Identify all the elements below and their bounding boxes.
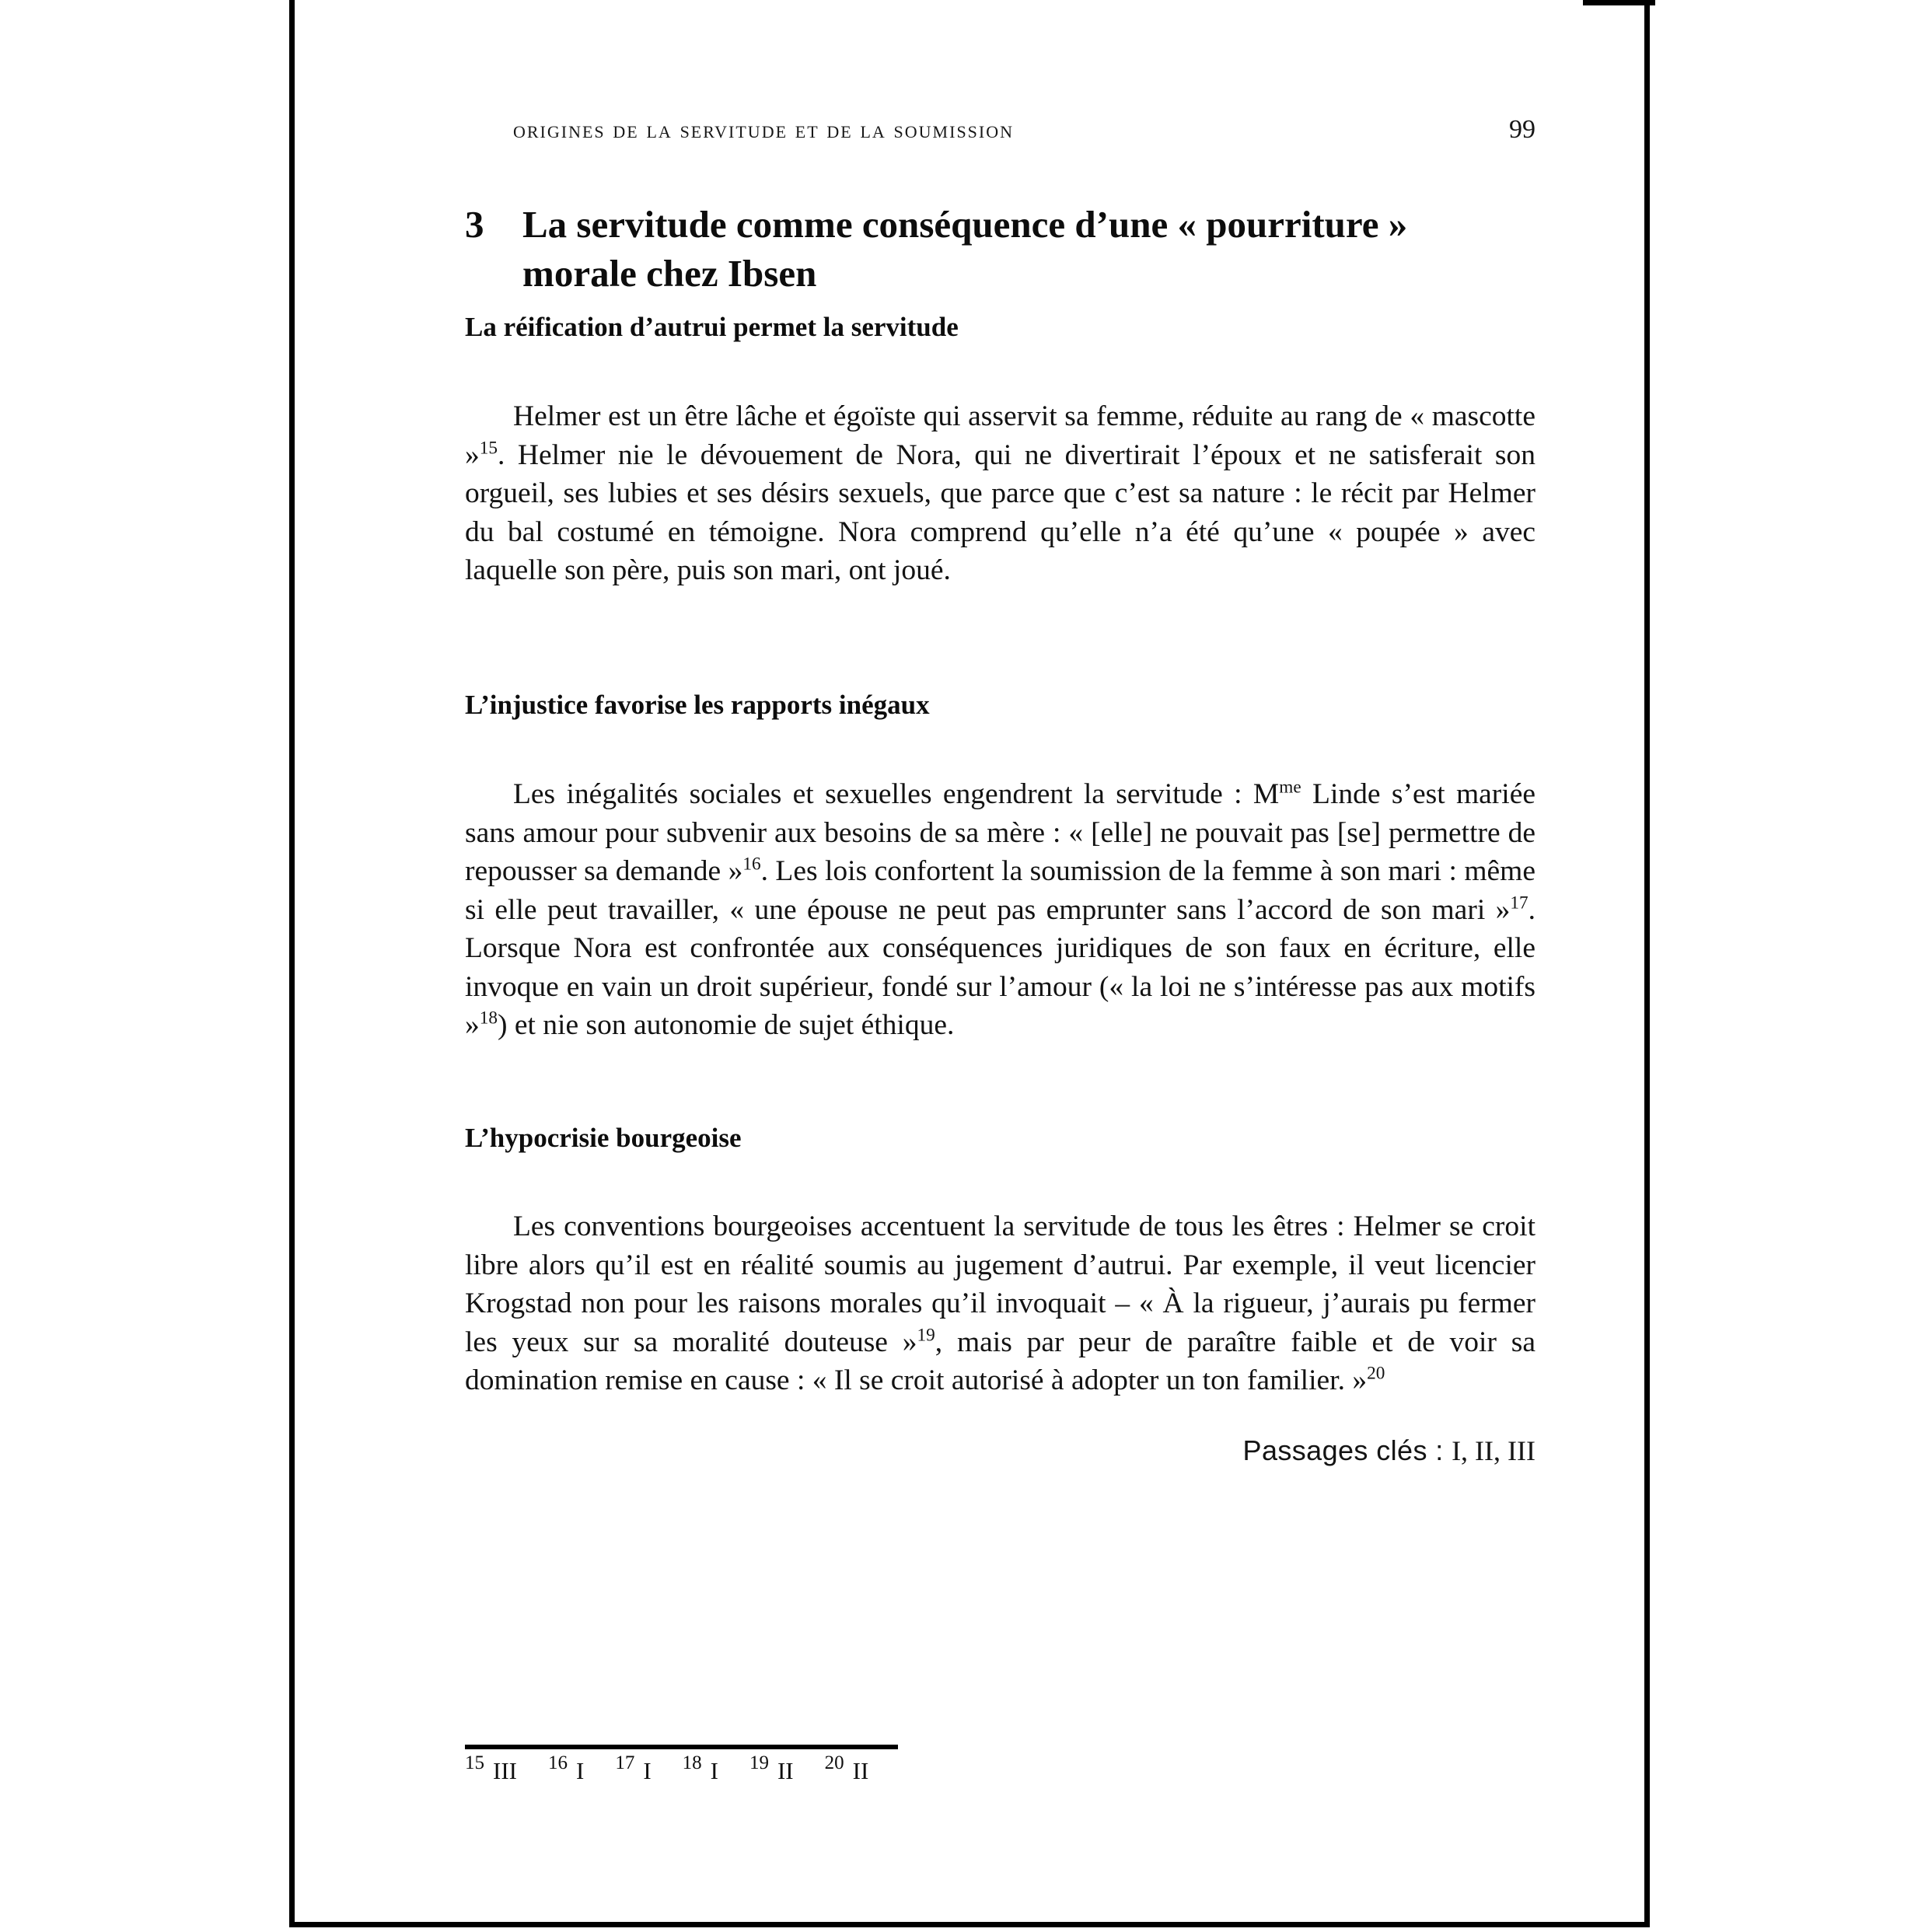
- section-number: 3: [465, 203, 484, 246]
- passages-cles-line-wrap: [465, 1434, 1535, 1467]
- footnote-item[interactable]: [615, 1752, 652, 1785]
- passages-cles-line: [465, 1434, 1535, 1467]
- footnote-ref-18[interactable]: 18: [479, 1008, 498, 1029]
- footnote-item[interactable]: [465, 1752, 517, 1785]
- paragraph-1: [465, 397, 1535, 590]
- passages-cles-label: Passages clés :: [1242, 1434, 1452, 1466]
- footnote-zone: [465, 1745, 1535, 1785]
- paragraph-3-part-a: Les conventions bourgeoises accentuent la servitude de tous les êtres : Helmer se croit libre alors qu’il est en réalité soumis au jugement d’autrui. Par exemple, il veut licencier Krogstad non pour les raisons morales qu’il invoquait – « À la rigueur, j’aurais pu fermer les yeux sur sa moralité douteuse »: [465, 1211, 1535, 1358]
- footnote-text: I: [643, 1757, 652, 1784]
- paragraph-2-part-e: ) et nie son autonomie de sujet éthique.: [498, 1009, 955, 1041]
- paragraph-2-part-b: Linde s’est mariée sans amour pour subvenir aux besoins de sa mère : « [elle] ne pouvait pas [se] permettre de repousser sa demande »: [465, 778, 1535, 887]
- footnote-number: 19: [749, 1752, 769, 1773]
- subsection-2: [465, 689, 1535, 721]
- footnote-list: [465, 1752, 1535, 1785]
- subsection-3-body: [465, 1207, 1535, 1400]
- running-head-title: origines de la servitude et de la soumission: [513, 116, 1015, 143]
- footnote-ref-20[interactable]: 20: [1367, 1363, 1385, 1384]
- paragraph-1-part-b: . Helmer nie le dévouement de Nora, qui ne divertirait l’époux et ne satisferait son orgueil, ses lubies et ses désirs sexuels, que parce que c’est sa nature : le récit par Helmer du bal costumé en témoigne. Nora comprend qu’elle n’a été qu’une « poupée » avec laquelle son père, puis son mari, ont joué.: [465, 438, 1535, 586]
- page-frame-top-rule: [1583, 0, 1655, 5]
- section-title-text: La servitude comme conséquence d’une « pourriture » morale chez Ibsen: [522, 203, 1408, 295]
- subsection-1: [465, 311, 1535, 344]
- paragraph-3: [465, 1207, 1535, 1400]
- footnote-item[interactable]: [682, 1752, 718, 1785]
- page-number: 99: [1509, 115, 1535, 144]
- footnote-number: 15: [465, 1752, 484, 1773]
- footnote-number: 16: [547, 1752, 568, 1773]
- footnote-text: III: [493, 1757, 517, 1784]
- footnote-text: I: [710, 1757, 718, 1784]
- subsection-2-body: [465, 775, 1535, 1045]
- subsection-1-heading: La réification d’autrui permet la servitude: [465, 312, 959, 342]
- footnote-text: I: [575, 1757, 585, 1784]
- footnote-text: II: [852, 1757, 869, 1784]
- footnote-separator-rule: [465, 1745, 898, 1749]
- subsection-3: [465, 1122, 1535, 1155]
- footnote-ref-16[interactable]: 16: [742, 854, 761, 875]
- footnote-text: II: [777, 1757, 794, 1784]
- paragraph-2-part-c: . Les lois confortent la soumission de la femme à son mari : même si elle peut travailler, « une épouse ne peut pas emprunter sans l’accord de son mari »: [465, 855, 1535, 926]
- footnote-number: 20: [824, 1752, 844, 1773]
- passages-cles-values: I, II, III: [1452, 1435, 1535, 1466]
- subsection-3-heading: L’hypocrisie bourgeoise: [465, 1123, 742, 1153]
- paragraph-2-part-d: . Lorsque Nora est confrontée aux conséquences juridiques de son faux en écriture, elle invoque en vain un droit supérieur, fondé sur l’amour (« la loi ne s’intéresse pas aux motifs »: [465, 893, 1535, 1041]
- footnote-number: 17: [615, 1752, 635, 1773]
- footnote-number: 18: [682, 1752, 702, 1773]
- subsection-2-heading: L’injustice favorise les rapports inégaux: [465, 690, 930, 720]
- running-head: [465, 115, 1535, 146]
- paragraph-2: [465, 775, 1535, 1045]
- footnote-ref-19[interactable]: 19: [917, 1325, 935, 1345]
- section-title: [465, 201, 1499, 298]
- paragraph-1-part-a: Helmer est un être lâche et égoïste qui asservit sa femme, réduite au rang de « mascotte »: [465, 400, 1535, 471]
- subsection-1-body: [465, 397, 1535, 590]
- footnote-ref-17[interactable]: 17: [1510, 893, 1528, 913]
- ordinal-suffix-mme: me: [1279, 777, 1301, 798]
- footnote-item[interactable]: [824, 1752, 869, 1785]
- footnote-ref-15[interactable]: 15: [479, 438, 498, 458]
- paragraph-3-part-b: , mais par peur de paraître faible et de voir sa domination remise en cause : « Il se croit autorisé à adopter un ton familier. »: [465, 1326, 1535, 1396]
- footnote-item[interactable]: [547, 1752, 585, 1785]
- paragraph-2-part-a: Les inégalités sociales et sexuelles engendrent la servitude : M: [513, 778, 1280, 810]
- footnote-item[interactable]: [749, 1752, 794, 1785]
